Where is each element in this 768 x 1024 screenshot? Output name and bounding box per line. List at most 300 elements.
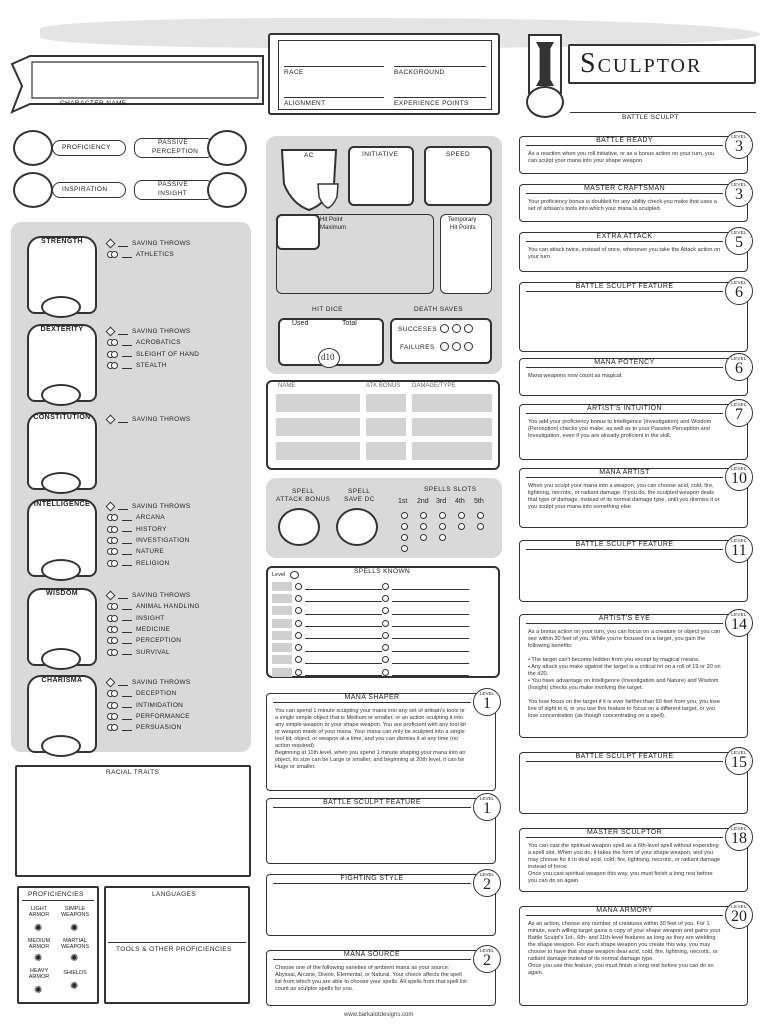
background-label: BACKGROUND: [394, 69, 445, 76]
feature-level-badge: [725, 179, 753, 207]
feature-write-area[interactable]: [524, 765, 743, 809]
feature-level-badge: [725, 609, 753, 637]
feature-box: [519, 358, 748, 396]
skill-row: [107, 677, 191, 688]
spell-slot-checkbox[interactable]: [458, 523, 465, 530]
skill-bonus-field[interactable]: [118, 504, 128, 510]
attack-damage-field[interactable]: [412, 394, 492, 412]
passive-perception-label-2: PERCEPTION: [152, 148, 199, 155]
attack-damage-field[interactable]: [412, 442, 492, 460]
skill-row: [107, 646, 200, 657]
medium-armor-line1: MEDIUM: [27, 938, 51, 944]
spell-row: [382, 642, 469, 654]
feature-level-number: 11: [731, 542, 747, 559]
spell-prepared-marker[interactable]: [382, 607, 389, 614]
spell-level-cell[interactable]: [272, 631, 292, 640]
spell-slot-checkbox[interactable]: [439, 523, 446, 530]
ability-block: [13, 673, 251, 757]
feature-level-label: LEVEL: [731, 356, 747, 361]
spell-level-cell[interactable]: [272, 643, 292, 652]
attack-name-field[interactable]: [276, 418, 360, 436]
spell-row: [272, 580, 382, 592]
simple-weapons-line1: SIMPLE: [64, 906, 86, 912]
ability-modifier-oval[interactable]: [41, 384, 81, 406]
spell-prepared-marker[interactable]: [382, 644, 389, 651]
feature-level-number: 3: [735, 186, 743, 203]
skill-name: NATURE: [136, 548, 165, 556]
skill-name: SLEIGHT OF HAND: [136, 350, 200, 358]
skill-row: [107, 337, 199, 348]
medium-armor-check-icon[interactable]: ✺: [34, 953, 43, 964]
spell-level-cell[interactable]: [272, 668, 292, 677]
skill-list: [107, 590, 200, 658]
feature-write-area[interactable]: [271, 811, 491, 859]
spell-row: [382, 605, 469, 617]
heavy-armor-check-icon[interactable]: ✺: [34, 985, 43, 996]
spell-prepared-marker[interactable]: [295, 644, 302, 651]
expertise-marker[interactable]: [111, 626, 118, 633]
level-circle[interactable]: [526, 86, 564, 118]
feature-level-number: 6: [735, 360, 743, 377]
simple-weapons-line2: WEAPONS: [60, 912, 90, 918]
spell-name-field[interactable]: [392, 582, 469, 590]
spell-prepared-marker[interactable]: [382, 620, 389, 627]
spell-slot-checkbox[interactable]: [420, 512, 427, 519]
expertise-marker[interactable]: [111, 713, 118, 720]
spell-name-field[interactable]: [392, 619, 469, 627]
spell-name-field[interactable]: [305, 607, 382, 615]
failures-label: FAILURES: [400, 344, 435, 351]
skill-bonus-field[interactable]: [122, 691, 132, 697]
spell-row: [382, 654, 469, 666]
ability-block: [13, 234, 251, 318]
expertise-marker[interactable]: [111, 548, 118, 555]
spell-slot-level: 2nd: [417, 498, 429, 505]
passive-perception-circle[interactable]: [207, 130, 247, 166]
feature-level-badge: [725, 131, 753, 159]
skill-name: ATHLETICS: [136, 251, 174, 259]
spell-dc-circle[interactable]: [336, 508, 378, 546]
feature-level-badge: [473, 688, 501, 716]
hit-dice-label: HIT DICE: [312, 306, 343, 313]
skill-row: [107, 512, 191, 523]
feature-title: MASTER SCULPTOR: [526, 828, 723, 838]
feature-write-area[interactable]: [524, 295, 743, 347]
skill-list: [107, 326, 199, 371]
proficiency-marker[interactable]: [106, 502, 116, 512]
spell-level-cell[interactable]: [272, 594, 292, 603]
proficiency-marker[interactable]: [106, 327, 116, 337]
skill-bonus-field[interactable]: [122, 363, 132, 369]
skill-name: ARCANA: [136, 514, 165, 522]
expertise-marker[interactable]: [111, 251, 118, 258]
skill-bonus-field[interactable]: [122, 604, 132, 610]
feature-description: You add your proficiency bonus to Intelligence (Investigation) and Wisdom (Perception) checks you make, as well as to your Passive Perception and Investigation, even if you are already proficient in the skill.: [528, 419, 712, 439]
alignment-label: ALIGNMENT: [284, 100, 326, 107]
expertise-marker[interactable]: [111, 362, 118, 369]
skill-name: PERSUASION: [136, 724, 182, 732]
spell-prepared-marker[interactable]: [382, 656, 389, 663]
skill-row: [107, 624, 200, 635]
feature-level-label: LEVEL: [731, 466, 747, 471]
expertise-marker[interactable]: [111, 649, 118, 656]
feature-description: Your proficiency bonus is doubled for any ability check you make that uses a set of artisan's tools into which your mana is sculpted.: [528, 199, 717, 212]
feature-level-label: LEVEL: [731, 750, 747, 755]
feature-write-area[interactable]: [271, 887, 491, 931]
feature-title: EXTRA ATTACK: [526, 232, 723, 242]
spell-name-field[interactable]: [392, 668, 469, 676]
heavy-armor-line2: ARMOR: [28, 974, 50, 980]
success-checks[interactable]: [440, 324, 473, 333]
skill-bonus-field[interactable]: [118, 329, 128, 335]
skill-name: MEDICINE: [136, 626, 171, 634]
spell-name-field[interactable]: [392, 644, 469, 652]
spell-prepared-marker[interactable]: [382, 583, 389, 590]
spell-row: [382, 629, 469, 641]
spell-name-field[interactable]: [392, 607, 469, 615]
skill-name: DECEPTION: [136, 690, 177, 698]
ability-block: [13, 322, 251, 406]
background-line: [394, 66, 486, 67]
success-check[interactable]: [464, 324, 473, 333]
feature-level-label: LEVEL: [731, 904, 747, 909]
inspiration-circle[interactable]: [13, 172, 53, 208]
attack-bonus-field[interactable]: [366, 418, 406, 436]
failure-check[interactable]: [464, 342, 473, 351]
skill-name: SAVING THROWS: [132, 503, 191, 511]
feature-title: ARTIST'S EYE: [526, 614, 723, 624]
spell-slot-checkbox[interactable]: [401, 512, 408, 519]
footer-url: www.barkalotdesigns.com: [344, 1012, 414, 1018]
feature-box: [519, 828, 748, 892]
spell-name-field[interactable]: [392, 656, 469, 664]
spell-slot-checkbox[interactable]: [401, 545, 408, 552]
spell-name-field[interactable]: [305, 619, 382, 627]
skill-row: [107, 557, 191, 568]
spell-prepared-marker[interactable]: [295, 583, 302, 590]
subclass-label: BATTLE SCULPT: [622, 114, 679, 121]
failure-check[interactable]: [452, 342, 461, 351]
expertise-marker[interactable]: [111, 351, 118, 358]
skill-row: [107, 613, 200, 624]
spell-prepared-marker[interactable]: [295, 607, 302, 614]
attack-name-field[interactable]: [276, 394, 360, 412]
inspiration-label: INSPIRATION: [62, 186, 108, 193]
skill-name: ACROBATICS: [136, 339, 181, 347]
proficiency-marker[interactable]: [106, 591, 116, 601]
ability-modifier-oval[interactable]: [41, 559, 81, 581]
attack-bonus-field[interactable]: [366, 442, 406, 460]
expertise-marker[interactable]: [111, 526, 118, 533]
skill-bonus-field[interactable]: [122, 702, 132, 708]
spell-prepared-marker[interactable]: [295, 669, 302, 676]
feature-description: As a reaction when you roll initiative, or as a bonus action on your turn, you can sculpt your mana into your shape weapon.: [528, 151, 714, 164]
ability-modifier-oval[interactable]: [41, 472, 81, 494]
spell-attack-label-1: SPELL: [292, 488, 315, 495]
skill-name: STEALTH: [136, 362, 167, 370]
skill-list: [107, 501, 191, 569]
feature-box: [266, 693, 496, 791]
ability-name: STRENGTH: [41, 238, 83, 245]
spell-prepared-marker[interactable]: [295, 656, 302, 663]
attack-bonus-field[interactable]: [366, 394, 406, 412]
skill-name: INSIGHT: [136, 614, 165, 622]
spell-name-field[interactable]: [305, 668, 382, 676]
simple-weapons-check-icon[interactable]: ✺: [70, 923, 79, 934]
skill-bonus-field[interactable]: [122, 538, 132, 544]
spell-level-circle[interactable]: [290, 571, 299, 579]
spell-level-cell[interactable]: [272, 619, 292, 628]
success-check[interactable]: [452, 324, 461, 333]
failure-check[interactable]: [440, 342, 449, 351]
skill-row: [107, 700, 191, 711]
ability-modifier-oval[interactable]: [41, 296, 81, 318]
feature-level-number: 14: [731, 616, 747, 633]
racial-traits-box[interactable]: [15, 765, 251, 877]
feature-box: [519, 906, 748, 1006]
heavy-armor-line1: HEAVY: [29, 968, 49, 974]
skill-row: [107, 601, 200, 612]
proficiency-marker[interactable]: [106, 239, 116, 249]
skill-bonus-field[interactable]: [122, 526, 132, 532]
light-armor-label: [24, 906, 54, 918]
spell-row: [272, 629, 382, 641]
feature-level-number: 1: [483, 695, 491, 712]
expertise-marker[interactable]: [111, 637, 118, 644]
expertise-marker[interactable]: [111, 603, 118, 610]
languages-box[interactable]: [104, 886, 250, 1004]
spell-slot-checkbox[interactable]: [401, 534, 408, 541]
spell-name-field[interactable]: [305, 594, 382, 602]
shields-check-icon[interactable]: ✺: [70, 981, 79, 992]
ability-modifier-oval[interactable]: [41, 735, 81, 757]
feature-title: MANA ARTIST: [526, 468, 723, 478]
skill-bonus-field[interactable]: [122, 515, 132, 521]
success-check[interactable]: [440, 324, 449, 333]
temp-hp-label-1: Temporary: [448, 217, 477, 223]
skill-name: ANIMAL HANDLING: [136, 603, 200, 611]
feature-box: [519, 184, 748, 222]
hp-box[interactable]: [276, 214, 434, 294]
feature-box: [266, 950, 496, 1006]
passive-insight-circle[interactable]: [207, 172, 247, 208]
expertise-marker[interactable]: [111, 615, 118, 622]
feature-box: [266, 874, 496, 936]
feature-level-label: LEVEL: [479, 796, 494, 801]
passive-insight-label-2: INSIGHT: [158, 190, 188, 197]
skill-row: [107, 326, 199, 337]
expertise-marker[interactable]: [111, 537, 118, 544]
spell-prepared-marker[interactable]: [295, 632, 302, 639]
shields-label: SHIELDS: [63, 970, 87, 976]
subclass-line: [570, 112, 756, 113]
feature-title: BATTLE SCULPT FEATURE: [526, 540, 723, 550]
feature-level-badge: [725, 463, 753, 491]
expertise-marker[interactable]: [111, 560, 118, 567]
skill-list: [107, 677, 191, 733]
spell-name-field[interactable]: [305, 582, 382, 590]
skill-name: PERFORMANCE: [136, 713, 190, 721]
spell-prepared-marker[interactable]: [295, 620, 302, 627]
proficiencies-title-line: [22, 900, 94, 901]
attack-damage-field[interactable]: [412, 418, 492, 436]
skill-name: SAVING THROWS: [132, 240, 191, 248]
feature-level-label: LEVEL: [479, 691, 494, 696]
racial-traits-label: RACIAL TRAITS: [106, 769, 160, 776]
skill-bonus-field[interactable]: [122, 252, 132, 258]
spell-row: [382, 580, 469, 592]
feature-level-label: LEVEL: [731, 134, 747, 139]
martial-weapons-label: [60, 938, 90, 950]
feature-level-badge: [725, 399, 753, 427]
skill-name: HISTORY: [136, 525, 167, 533]
ability-name: CHARISMA: [41, 677, 83, 684]
spell-slot-checkbox[interactable]: [439, 534, 446, 541]
spell-slot-checkbox[interactable]: [439, 512, 446, 519]
skill-row: [107, 546, 191, 557]
spell-slot-checkbox[interactable]: [420, 523, 427, 530]
feature-level-badge: [725, 901, 753, 929]
proficiency-circle[interactable]: [13, 130, 53, 166]
feature-box: [519, 614, 748, 738]
feature-description: You can cast the spiritual weapon spell as a 6th-level spell without expending a spell slot. When you do, it takes the form of your shape weapon, and you may choose for it to deal acid, cold, fire, lightning, necrotic, or radiant damage instead of force. Once you cast spiritual weapon this way, you must finish a long rest before you can do so again.: [528, 843, 721, 884]
speed-label: SPEED: [446, 151, 471, 158]
feature-level-number: 18: [731, 830, 747, 847]
expertise-marker[interactable]: [111, 339, 118, 346]
feature-write-area[interactable]: [524, 553, 743, 597]
attack-name-field[interactable]: [276, 442, 360, 460]
feature-title: FIGHTING STYLE: [273, 874, 471, 884]
spell-slot-checkbox[interactable]: [477, 523, 484, 530]
spell-prepared-marker[interactable]: [295, 595, 302, 602]
spell-slot-level: 1st: [398, 498, 408, 505]
spell-slot-checkbox[interactable]: [477, 512, 484, 519]
skill-bonus-field[interactable]: [122, 638, 132, 644]
spell-slot-checkbox[interactable]: [401, 523, 408, 530]
spell-row: [272, 666, 382, 678]
spell-slot-level: 3rd: [436, 498, 447, 505]
ability-name: CONSTITUTION: [33, 414, 91, 421]
spell-slot-checkbox[interactable]: [420, 534, 427, 541]
ability-modifier-oval[interactable]: [41, 648, 81, 670]
skill-bonus-field[interactable]: [122, 615, 132, 621]
spell-dc-label-1: SPELL: [348, 488, 371, 495]
successes-label: SUCCESES: [398, 326, 437, 333]
spell-row: [272, 642, 382, 654]
expertise-marker[interactable]: [111, 514, 118, 521]
attacks-name-header: NAME: [278, 383, 296, 389]
spell-attack-circle[interactable]: [278, 508, 320, 546]
ability-name: INTELLIGENCE: [33, 501, 91, 508]
feature-level-label: LEVEL: [479, 948, 494, 953]
skill-bonus-field[interactable]: [122, 714, 132, 720]
spell-name-field[interactable]: [305, 644, 382, 652]
class-title: Sculptor: [580, 48, 703, 79]
skill-name: SAVING THROWS: [132, 592, 191, 600]
skill-row: [107, 722, 191, 733]
skill-name: SURVIVAL: [136, 648, 170, 656]
feature-level-number: 10: [731, 470, 747, 487]
feature-box: [519, 752, 748, 814]
spell-level-cell[interactable]: [272, 582, 292, 591]
light-armor-check-icon[interactable]: ✺: [34, 923, 43, 934]
skill-row: [107, 414, 191, 425]
spell-level-cell[interactable]: [272, 655, 292, 664]
proficiency-marker[interactable]: [106, 678, 116, 688]
feature-description: As a bonus action on your turn, you can focus on a creature or object you can see within 30 feet of you. While you're focused on a target, you gain the following benefits: • The target can't become hidden from you except by magical means. • Any attack you make against the target is a critical hit on a roll of 19 or 20 on the d20. • You have advantage on Intelligence (Investigation and Nature) and Wisdom (Insight) checks you make involving the target. You lose focus on the target if it is ever farther than 60 feet from you, you lose line of sight to it, or you use this feature to focus on a different target, or you lose concentration (as though concentrating on a spell).: [528, 629, 721, 719]
spell-prepared-marker[interactable]: [382, 669, 389, 676]
skill-name: INTIMIDATION: [136, 701, 184, 709]
skill-bonus-field[interactable]: [122, 351, 132, 357]
spell-prepared-marker[interactable]: [382, 632, 389, 639]
skill-bonus-field[interactable]: [118, 241, 128, 247]
martial-weapons-line1: MARTIAL: [63, 938, 87, 944]
failure-checks[interactable]: [440, 342, 473, 351]
skill-bonus-field[interactable]: [118, 417, 128, 423]
skill-bonus-field[interactable]: [118, 593, 128, 599]
feature-level-label: LEVEL: [731, 182, 747, 187]
martial-weapons-check-icon[interactable]: ✺: [70, 953, 79, 964]
spell-name-field[interactable]: [305, 631, 382, 639]
skill-bonus-field[interactable]: [122, 725, 132, 731]
hit-die-label: d10: [321, 352, 335, 362]
spell-name-field[interactable]: [392, 631, 469, 639]
martial-weapons-line2: WEAPONS: [60, 944, 90, 950]
feature-level-badge: [725, 353, 753, 381]
feature-description: As an action, choose any number of creatures within 30 feet of you. For 1 minute, each willing target gains a copy of your shape weapon and gains your Battle Sculpt's 1st-, 6th- and 11th-level features as long as they are wielding the shape weapon. For each shape weapon you create this way, you may choose to have that shape weapon deal acid, cold, fire, lightning, necrotic, or radiant damage instead of its normal damage type. Once you use this feature, you must finish a long rest before you can do so again.: [528, 921, 721, 976]
feature-description: Mana weapons now count as magical.: [528, 373, 623, 379]
expertise-marker[interactable]: [111, 724, 118, 731]
skill-name: RELIGION: [136, 559, 170, 567]
spell-level-cell[interactable]: [272, 606, 292, 615]
feature-title: MANA SHAPER: [273, 693, 471, 703]
feature-description: When you sculpt your mana into a weapon, you can choose acid, cold, fire, lightning, necrotic, or radiant damage. If you do, the sculpted weapon deals that type of damage, instead of its normal damage type, until you dismiss it or you sculpt your mana into something else: [528, 483, 720, 510]
feature-level-number: 3: [735, 138, 743, 155]
expertise-marker[interactable]: [111, 690, 118, 697]
spell-slot-level: 4th: [455, 498, 465, 505]
skill-row: [107, 238, 191, 249]
proficiency-label: PROFICIENCY: [62, 144, 111, 151]
skill-row: [107, 711, 191, 722]
hp-max-label-2: Maximum: [320, 225, 347, 231]
alignment-line: [284, 97, 384, 98]
spell-name-field[interactable]: [392, 594, 469, 602]
initiative-label: INITIATIVE: [362, 151, 399, 158]
temp-hp-label-2: Hit Points: [450, 225, 476, 231]
character-name-field[interactable]: [34, 62, 254, 96]
ac-label: AC: [304, 152, 314, 159]
spell-attack-label-2: ATTACK BONUS: [276, 496, 331, 503]
skill-bonus-field[interactable]: [122, 340, 132, 346]
skill-bonus-field[interactable]: [122, 649, 132, 655]
spell-prepared-marker[interactable]: [382, 595, 389, 602]
feature-title: MANA POTENCY: [526, 358, 723, 368]
skill-bonus-field[interactable]: [122, 549, 132, 555]
feature-title: MANA ARMORY: [526, 906, 723, 916]
skill-bonus-field[interactable]: [122, 560, 132, 566]
spell-name-field[interactable]: [305, 656, 382, 664]
spell-dc-label-2: SAVE DC: [344, 496, 375, 503]
proficiency-marker[interactable]: [106, 415, 116, 425]
spell-row: [272, 617, 382, 629]
skill-bonus-field[interactable]: [122, 627, 132, 633]
character-name-label: CHARACTER NAME: [60, 100, 127, 107]
skill-list: [107, 414, 191, 425]
spell-slot-checkbox[interactable]: [458, 512, 465, 519]
expertise-marker[interactable]: [111, 702, 118, 709]
feature-level-badge: [725, 227, 753, 255]
skill-bonus-field[interactable]: [118, 680, 128, 686]
